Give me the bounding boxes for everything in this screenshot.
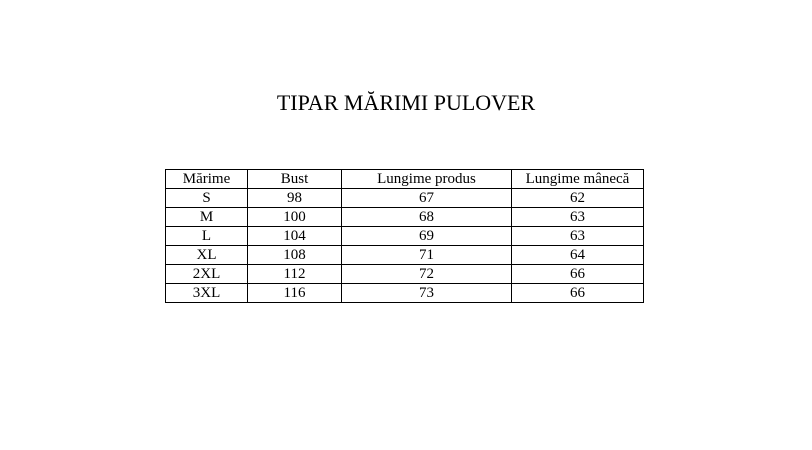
table-cell: 66 xyxy=(512,284,644,303)
table-row-s xyxy=(166,189,644,208)
table-row-3xl xyxy=(166,284,644,303)
table-cell: 2XL xyxy=(166,265,248,284)
column-header-lungime-produs: Lungime produs xyxy=(342,170,512,189)
table-cell: 112 xyxy=(248,265,342,284)
table-cell: 104 xyxy=(248,227,342,246)
page-title: TIPAR MĂRIMI PULOVER xyxy=(276,90,536,115)
table-cell: S xyxy=(166,189,248,208)
table-row-l xyxy=(166,227,644,246)
table-cell: 108 xyxy=(248,246,342,265)
table-row-2xl xyxy=(166,265,644,284)
table-cell: 68 xyxy=(342,208,512,227)
table-cell: 98 xyxy=(248,189,342,208)
table-cell: 100 xyxy=(248,208,342,227)
table-row-m xyxy=(166,208,644,227)
table-cell: 73 xyxy=(342,284,512,303)
table-cell: 67 xyxy=(342,189,512,208)
table-cell: 3XL xyxy=(166,284,248,303)
table-cell: 64 xyxy=(512,246,644,265)
table-cell: 62 xyxy=(512,189,644,208)
size-table xyxy=(165,169,644,303)
column-header-bust: Bust xyxy=(248,170,342,189)
table-cell: M xyxy=(166,208,248,227)
table-cell: 63 xyxy=(512,208,644,227)
table-row-xl xyxy=(166,246,644,265)
table-header-row xyxy=(166,170,644,189)
table-cell: 69 xyxy=(342,227,512,246)
table-cell: 63 xyxy=(512,227,644,246)
table-cell: XL xyxy=(166,246,248,265)
column-header-marime: Mărime xyxy=(166,170,248,189)
column-header-lungime-maneca: Lungime mânecă xyxy=(512,170,644,189)
table-cell: 71 xyxy=(342,246,512,265)
table-cell: 66 xyxy=(512,265,644,284)
table-cell: 116 xyxy=(248,284,342,303)
table-cell: 72 xyxy=(342,265,512,284)
table-cell: L xyxy=(166,227,248,246)
